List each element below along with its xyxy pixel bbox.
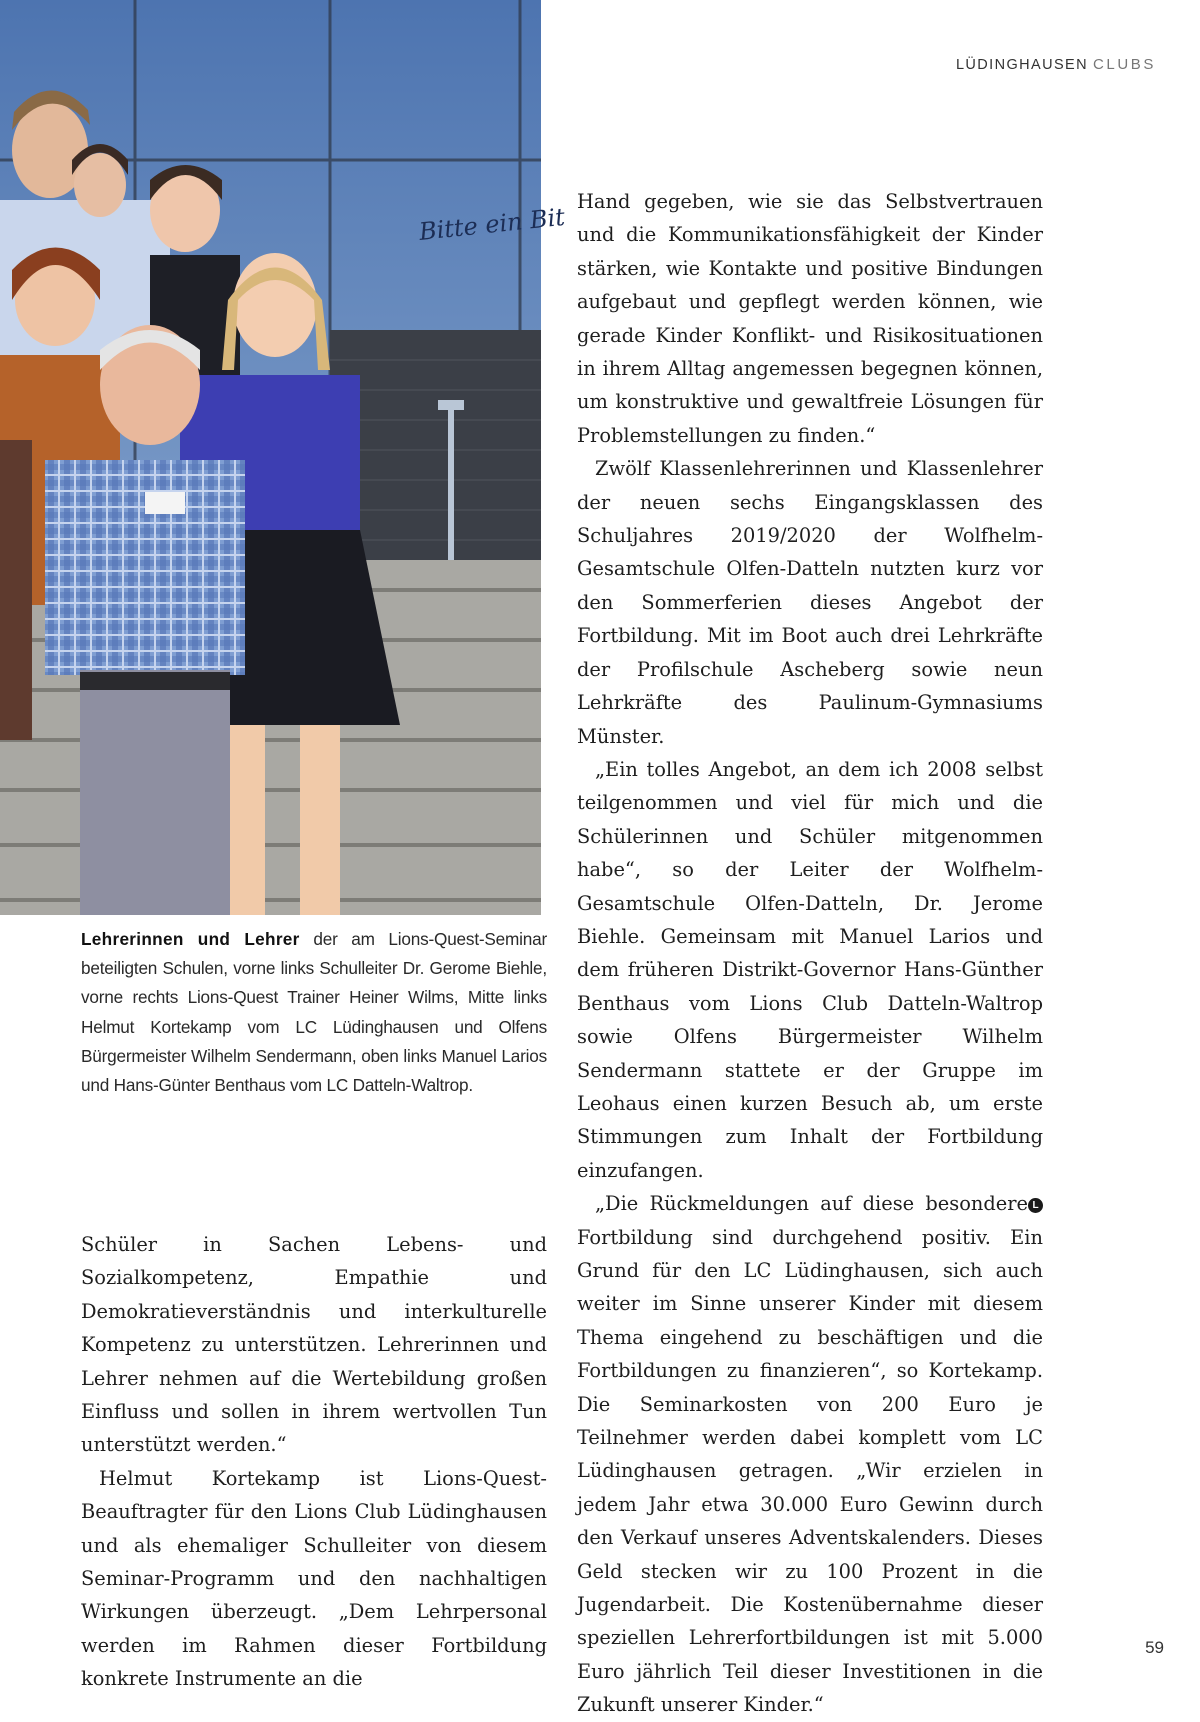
photo-caption bbox=[81, 925, 547, 1100]
running-header bbox=[956, 56, 1156, 73]
header-section: CLUBS bbox=[1092, 56, 1156, 73]
paragraph: Hand gegeben, wie sie das Selbstvertrauen und die Kommunikationsfähigkeit der Kinder stärken, wie Kontakte und positive Bindungen aufgebaut und gepflegt werden können, wie gerade Kinder Konflikt- und Risikosituationen in ihrem Alltag angemessen begegnen können, um konstruktive und gewaltfreie Lösungen für Problemstellungen zu finden.“ bbox=[577, 190, 1043, 447]
header-location: LÜDINGHAUSEN bbox=[955, 57, 1088, 73]
paragraph-last-text: „Die Rückmeldungen auf diese besondere Fortbildung sind durchgehend positiv. Ein Grund für den LC Lüdinghausen, sich auch weiter im Sinne unserer Kinder mit diesem Thema eingehend zu beschäftigen und die Fortbildungen zu finanzieren“, so Kortekamp. Die Seminarkosten von 200 Euro je Teilnehmer werden dabei komplett vom LC Lüdinghausen getragen. „Wir erzielen in jedem Jahr etwa 30.000 Euro Gewinn durch den Verkauf unseres Adventskalenders. Dieses Geld stecken wir zu 100 Prozent in die Jugendarbeit. Die Kostenübernahme dieser speziellen Lehrerfortbildungen ist mit 5.000 Euro jährlich Teil dieser Investitionen in die Zukunft unserer Kinder.“ bbox=[577, 1192, 1043, 1717]
paragraph-last bbox=[577, 1187, 1043, 1722]
page-number: 59 bbox=[1145, 1638, 1164, 1657]
paragraph: „Ein tolles Angebot, an dem ich 2008 selbst teilgenommen und viel für mich und die Schülerinnen und Schüler mitgenommen habe“, so der Leiter der Wolfhelm-Gesamtschule Olfen-Datteln, Dr. Jerome Biehle. Gemeinsam mit Manuel Larios und dem früheren Distrikt-Governor Hans-Günther Benthaus vom Lions Club Datteln-Waltrop sowie Olfens Bürgermeister Wilhelm Sendermann stattete er der Gruppe im Leohaus einen kurzen Besuch ab, um erste Stimmungen zum Inhalt der Fortbildung einzufangen. bbox=[577, 757, 1043, 1182]
caption-text: der am Lions-Quest-Seminar beteiligten Schulen, vorne links Schulleiter Dr. Gerome Biehle, vorne rechts Lions-Quest Trainer Heiner Wilms, Mitte links Helmut Kortekamp vom LC Lüdinghausen und Olfens Bürgermeister Wilhelm Sendermann, oben links Manuel Larios und Hans-Günter Benthaus vom LC Datteln-Waltrop. bbox=[81, 929, 548, 1096]
lions-end-mark-icon: L bbox=[1028, 1198, 1043, 1213]
paragraph: Helmut Kortekamp ist Lions-Quest-Beauftragter für den Lions Club Lüdinghausen und als ehemaliger Schulleiter von diesem Seminar-Programm und den nachhaltigen Wirkungen überzeugt. „Dem Lehrpersonal werden im Rahmen dieser Fortbildung konkrete Instrumente an die bbox=[81, 1466, 547, 1691]
caption-lead: Lehrerinnen und Lehrer bbox=[81, 929, 300, 949]
sign-text: Bitte ein Bit bbox=[417, 202, 567, 246]
paragraph: Zwölf Klassenlehrerinnen und Klassenlehrer der neuen sechs Eingangsklassen des Schuljahres 2019/2020 der Wolfhelm-Gesamtschule Olfen-Datteln nutzten kurz vor den Sommerferien dieses Angebot der Fortbildung. Mit im Boot auch drei Lehrkräfte der Profilschule Ascheberg sowie neun Lehrkräfte des Paulinum-Gymnasiums Münster. bbox=[577, 457, 1043, 748]
article-column-right bbox=[577, 185, 1043, 1722]
group-photo bbox=[0, 0, 567, 915]
paragraph: Schüler in Sachen Lebens- und Sozialkompetenz, Empathie und Demokratieverständnis und interkulturelle Kompetenz zu unterstützen. Lehrerinnen und Lehrer nehmen auf die Wertebildung großen Einfluss und sollen in ihrem wertvollen Tun unterstützt werden.“ bbox=[81, 1233, 547, 1457]
article-column-left bbox=[81, 1228, 547, 1696]
